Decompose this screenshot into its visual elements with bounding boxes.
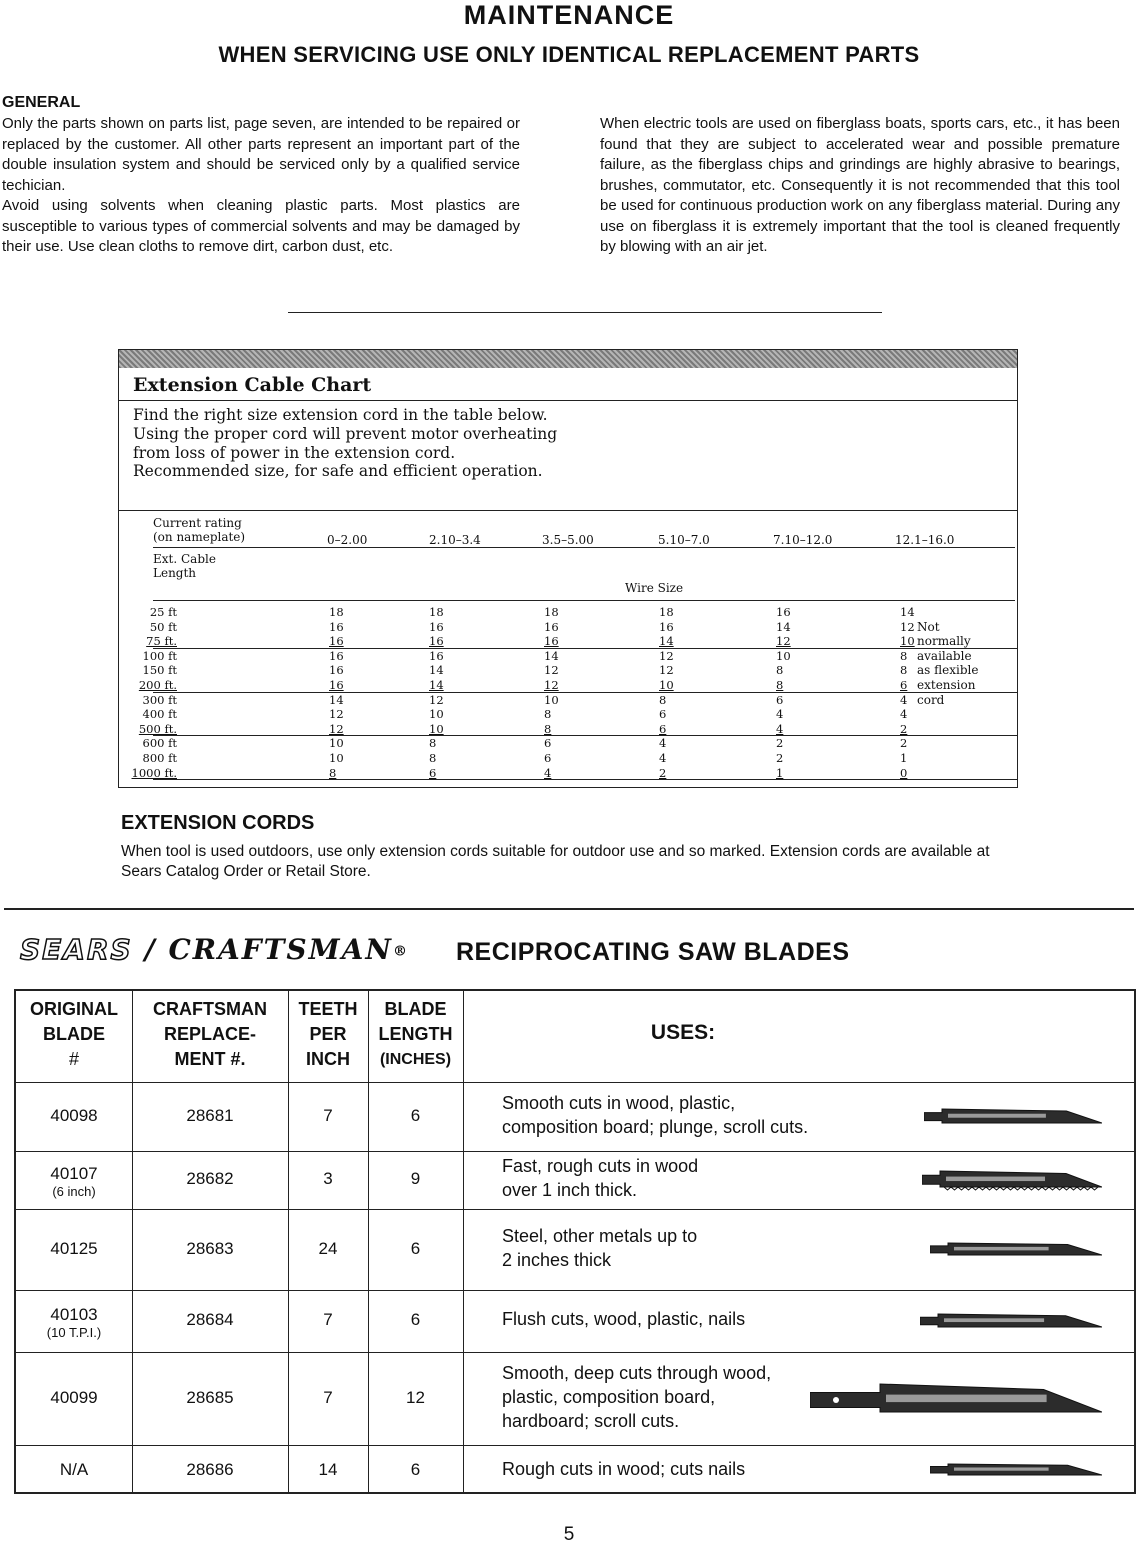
teeth-per-inch: 3 [323, 1169, 333, 1188]
uses-line: Fast, rough cuts in wood [502, 1156, 699, 1176]
current-rating-label-line2: (on nameplate) [153, 529, 246, 544]
chart-header-band [119, 350, 1017, 368]
general-paragraph-fiberglass: When electric tools are used on fiberglass boats, sports cars, etc., it has been found that they are subject to accelerated wear and possible premature failure, as the fiberglass chips and grindings are highly abrasive to bearings, brushes, commutator, etc. Consequently it is not recommended that this tool be used for continuous production work on any fiberglass material. During any use on fiberglass it is extremely important that the tool is cleaned frequently by blowing with an air jet. [600, 115, 1120, 255]
wire-size: 6 [544, 736, 552, 751]
cable-length: 300 ft [142, 692, 177, 707]
uses-line: over 1 inch thick. [502, 1180, 638, 1200]
wire-size: 0 [900, 765, 908, 780]
sears-logo-text: SEARS [20, 933, 133, 966]
blade-uses [502, 1307, 745, 1331]
row-divider [16, 1445, 1134, 1446]
header-text: (INCHES) [379, 1051, 452, 1068]
wire-size: 10 [900, 634, 915, 649]
sears-craftsman-logo [20, 933, 409, 966]
wire-size: 14 [329, 692, 344, 707]
wire-size: 14 [900, 605, 915, 619]
row-divider [16, 1290, 1134, 1291]
cable-length: 1000 ft. [131, 765, 177, 780]
header-text: CRAFTSMAN [153, 999, 267, 1019]
wire-size: 8 [544, 707, 552, 722]
wire-size: 2 [776, 751, 784, 765]
extension-cords-body: When tool is used outdoors, use only extension cords suitable for outdoor use and so marked. Extension cords are available at Sears Catalog Order or Retail Store. [121, 843, 990, 880]
craftsman-logo-text: CRAFTSMAN [168, 933, 393, 966]
blade-length: 6 [410, 1105, 421, 1125]
section-divider [288, 312, 882, 313]
registered-mark: ® [392, 943, 409, 960]
note-line: extension [917, 678, 976, 692]
wire-size: 12 [544, 663, 559, 678]
column-divider [463, 991, 464, 1492]
wire-size: 14 [776, 619, 791, 634]
original-blade-number: 40098 [50, 1105, 98, 1125]
cable-length: 100 ft [142, 648, 177, 663]
header-craftsman-replacement [132, 997, 288, 1072]
rating-header: 2.10–3.4 [429, 533, 481, 547]
original-blade-number: 40103 [50, 1305, 98, 1324]
wire-size: 10 [429, 707, 444, 722]
blade-uses [502, 1224, 697, 1272]
wire-size: 10 [329, 751, 344, 765]
wire-size: 12 [776, 634, 791, 649]
chart-row [119, 751, 1017, 766]
header-uses: USES: [650, 1021, 716, 1044]
page-subtitle: WHEN SERVICING USE ONLY IDENTICAL REPLACEMENT PARTS [218, 42, 920, 67]
chart-row [146, 634, 1017, 649]
uses-line: hardboard; scroll cuts. [502, 1410, 680, 1431]
note-line: normally [917, 634, 971, 649]
wire-size: 2 [776, 736, 784, 751]
wire-size: 6 [659, 721, 667, 736]
cable-length: 75 ft. [146, 634, 177, 649]
blade-length: 12 [406, 1387, 425, 1407]
saw-blade-illustration [810, 1382, 1102, 1416]
saw-blade-illustration [930, 1462, 1102, 1479]
original-blade-note: (10 T.P.I.) [46, 1325, 102, 1340]
wire-size: 14 [659, 634, 674, 649]
wire-size-label: Wire Size [625, 581, 684, 595]
wire-size: 18 [429, 605, 444, 619]
blade-length: 6 [410, 1238, 421, 1258]
saw-blade-illustration [930, 1241, 1102, 1259]
wire-size: 8 [659, 692, 667, 707]
wire-size: 1 [776, 765, 784, 780]
general-paragraph-solvents: Avoid using solvents when cleaning plastic parts. Most plastics are susceptible to various types of commercial solvents and may be damaged by their use. Use clean cloths to remove dirt, carbon dust, etc. [2, 197, 520, 255]
header-text: BLADE [43, 1024, 105, 1044]
wire-size: 12 [329, 707, 344, 722]
wire-size: 4 [776, 707, 784, 722]
header-text: PER [309, 1024, 347, 1044]
chart-row [119, 707, 1017, 722]
rating-header: 12.1–16.0 [895, 533, 955, 547]
row-divider [16, 1352, 1134, 1353]
uses-line: Smooth, deep cuts through wood, [502, 1362, 772, 1383]
teeth-per-inch: 7 [323, 1387, 333, 1407]
blade-length: 6 [410, 1310, 421, 1329]
current-rating-label-line1: Current rating [153, 516, 242, 530]
general-left-column [2, 114, 520, 258]
row-divider [16, 1209, 1134, 1210]
chart-row [119, 620, 1017, 635]
chart-row [131, 765, 1017, 781]
craftsman-part-number: 28682 [186, 1169, 234, 1188]
wire-size: 16 [429, 619, 444, 634]
wire-size: 10 [659, 678, 674, 692]
general-heading: GENERAL [2, 94, 81, 111]
chart-row [119, 649, 1017, 664]
wire-size: 6 [544, 751, 552, 765]
logo-slash: / [132, 933, 169, 966]
header-text: # [68, 1049, 79, 1069]
wire-size: 8 [544, 721, 552, 736]
cable-length: 600 ft [142, 736, 177, 751]
general-paragraph-parts: Only the parts shown on parts list, page seven, are intended to be repaired or replaced by the customer. All other parts represent an important part of the double insulation system and should be serviced only by a qualified service techician. [2, 115, 520, 194]
blade-length: 6 [410, 1459, 421, 1479]
craftsman-part-number: 28681 [186, 1105, 234, 1125]
wire-size: 4 [544, 765, 552, 780]
rating-header: 5.10–7.0 [658, 533, 710, 547]
wire-size: 16 [329, 648, 344, 663]
chart-row [138, 721, 1017, 737]
chart-title: Extension Cable Chart [133, 374, 372, 396]
saw-blades-table [14, 989, 1136, 1494]
wire-size: 10 [329, 736, 344, 751]
blades-title: RECIPROCATING SAW BLADES [456, 938, 850, 966]
wire-size: 4 [900, 692, 908, 707]
teeth-per-inch: 14 [318, 1459, 338, 1479]
header-divider [16, 1082, 1134, 1083]
wire-size: 2 [659, 765, 667, 780]
section-divider-thick [4, 908, 1134, 910]
wire-size: 10 [776, 648, 791, 663]
rating-header: 0–2.00 [327, 533, 368, 547]
header-text: BLADE [384, 999, 447, 1019]
saw-blade-illustration [924, 1107, 1102, 1127]
wire-size: 16 [544, 634, 559, 649]
wire-size: 16 [329, 619, 344, 634]
wire-size: 4 [659, 751, 667, 765]
wire-size: 8 [429, 751, 437, 765]
wire-size: 14 [544, 648, 559, 663]
blade-uses [502, 1091, 808, 1139]
blade-uses [502, 1457, 745, 1481]
header-text: LENGTH [378, 1024, 453, 1044]
wire-size: 10 [429, 721, 444, 736]
wire-size: 16 [429, 634, 444, 649]
wire-size: 8 [329, 765, 337, 780]
wire-size: 6 [776, 692, 784, 707]
page-number: 5 [563, 1524, 575, 1543]
wire-size: 14 [429, 678, 444, 692]
original-blade-number: 40125 [50, 1238, 98, 1258]
cable-length: 200 ft. [138, 678, 177, 692]
row-divider [16, 1151, 1134, 1152]
ext-cable-length-label-line2: Length [153, 565, 197, 580]
uses-line: Flush cuts, wood, plastic, nails [502, 1309, 746, 1329]
chart-intro: Find the right size extension cord in the table below. Using the proper cord will prevent motor overheating from loss of power in the extension cord. Recommended size, for safe and efficient operation. [133, 406, 558, 481]
blade-uses [502, 1361, 771, 1433]
original-blade-number: 40107 [50, 1164, 98, 1183]
cable-length: 500 ft. [138, 721, 177, 736]
chart-title-divider [119, 400, 1017, 401]
original-blade-number: 40099 [50, 1387, 98, 1407]
wire-size: 8 [429, 736, 437, 751]
wire-size: 18 [544, 605, 559, 619]
wire-size: 12 [544, 678, 559, 692]
wire-size: 12 [429, 692, 444, 707]
ext-cable-length-label-line1: Ext. Cable [153, 552, 216, 566]
uses-line: Rough cuts in wood; cuts nails [502, 1458, 746, 1479]
note-line: cord [917, 692, 945, 707]
saw-blade-illustration [920, 1312, 1102, 1331]
uses-line: composition board; plunge, scroll cuts. [502, 1116, 809, 1137]
craftsman-part-number: 28685 [186, 1387, 234, 1407]
teeth-per-inch: 7 [323, 1105, 333, 1125]
header-text: REPLACE- [163, 1024, 256, 1044]
wire-size: 4 [659, 736, 667, 751]
header-blade-length [368, 997, 463, 1072]
wire-size: 18 [659, 605, 674, 619]
wire-size: 8 [776, 678, 784, 692]
craftsman-part-number: 28683 [186, 1238, 234, 1258]
current-rating-label [153, 517, 245, 544]
header-text: TEETH [298, 999, 358, 1019]
wire-size: 18 [329, 605, 344, 619]
wire-size: 1 [900, 751, 908, 765]
wire-size: 8 [776, 663, 784, 678]
wire-size: 4 [900, 707, 908, 722]
wire-size: 12 [659, 663, 674, 678]
teeth-per-inch: 24 [318, 1238, 338, 1258]
blade-uses [502, 1154, 698, 1202]
wire-size: 6 [429, 765, 437, 780]
uses-line: Steel, other metals up to [502, 1225, 698, 1246]
chart-row [119, 736, 1017, 751]
uses-line: plastic, composition board, [502, 1386, 716, 1407]
extension-cable-chart [118, 349, 1018, 788]
header-text: INCH [306, 1049, 350, 1069]
rating-header: 3.5–5.00 [542, 533, 594, 547]
header-teeth-per-inch [288, 997, 368, 1072]
uses-line: 2 inches thick [502, 1249, 612, 1270]
note-line: available [917, 648, 972, 663]
general-right-column [600, 114, 1120, 258]
header-original-blade [16, 997, 132, 1072]
wire-size: 16 [776, 605, 791, 619]
wire-size: 16 [329, 678, 344, 692]
wire-size: 14 [429, 663, 444, 678]
wire-size: 2 [900, 721, 908, 736]
extension-cords-heading: EXTENSION CORDS [121, 812, 315, 834]
note-line: Not [917, 619, 940, 634]
chart-row [119, 693, 1017, 708]
craftsman-part-number: 28684 [186, 1310, 234, 1329]
rating-divider [153, 547, 1015, 548]
cable-length: 150 ft [142, 663, 177, 678]
wire-size: 8 [900, 663, 908, 678]
wire-size: 12 [329, 721, 344, 736]
wire-size: 16 [329, 663, 344, 678]
uses-line: Smooth cuts in wood, plastic, [502, 1092, 736, 1113]
page-title: MAINTENANCE [463, 0, 675, 30]
original-blade-number: N/A [59, 1459, 89, 1479]
chart-row [119, 605, 1017, 620]
wire-size: 16 [544, 619, 559, 634]
craftsman-part-number: 28686 [186, 1459, 234, 1479]
wire-size-divider [153, 600, 1015, 601]
wire-size: 2 [900, 736, 908, 751]
header-text: MENT #. [174, 1049, 246, 1069]
wire-size: 16 [429, 648, 444, 663]
teeth-per-inch: 7 [323, 1310, 333, 1329]
wire-size: 8 [900, 648, 908, 663]
wire-size: 6 [900, 678, 908, 692]
original-blade-note: (6 inch) [52, 1184, 96, 1199]
wire-size: 12 [659, 648, 674, 663]
wire-size: 16 [329, 634, 344, 649]
cable-length: 50 ft [149, 619, 177, 634]
wire-size: 10 [544, 692, 559, 707]
cable-length: 400 ft [142, 707, 177, 722]
cable-length: 800 ft [142, 751, 177, 765]
wire-size: 16 [659, 619, 674, 634]
note-line: as flexible [917, 663, 979, 678]
chart-row [138, 678, 1017, 693]
chart-row [119, 663, 1017, 678]
saw-blade-illustration [922, 1169, 1102, 1191]
chart-intro-divider [119, 510, 1017, 511]
wire-size: 12 [900, 619, 915, 634]
rating-header: 7.10–12.0 [773, 533, 833, 547]
ext-cable-length-label [153, 553, 216, 580]
wire-size: 4 [776, 721, 784, 736]
header-text: ORIGINAL [30, 999, 118, 1019]
cable-length: 25 ft [149, 605, 177, 619]
blade-length: 9 [410, 1169, 421, 1188]
wire-size: 6 [659, 707, 667, 722]
